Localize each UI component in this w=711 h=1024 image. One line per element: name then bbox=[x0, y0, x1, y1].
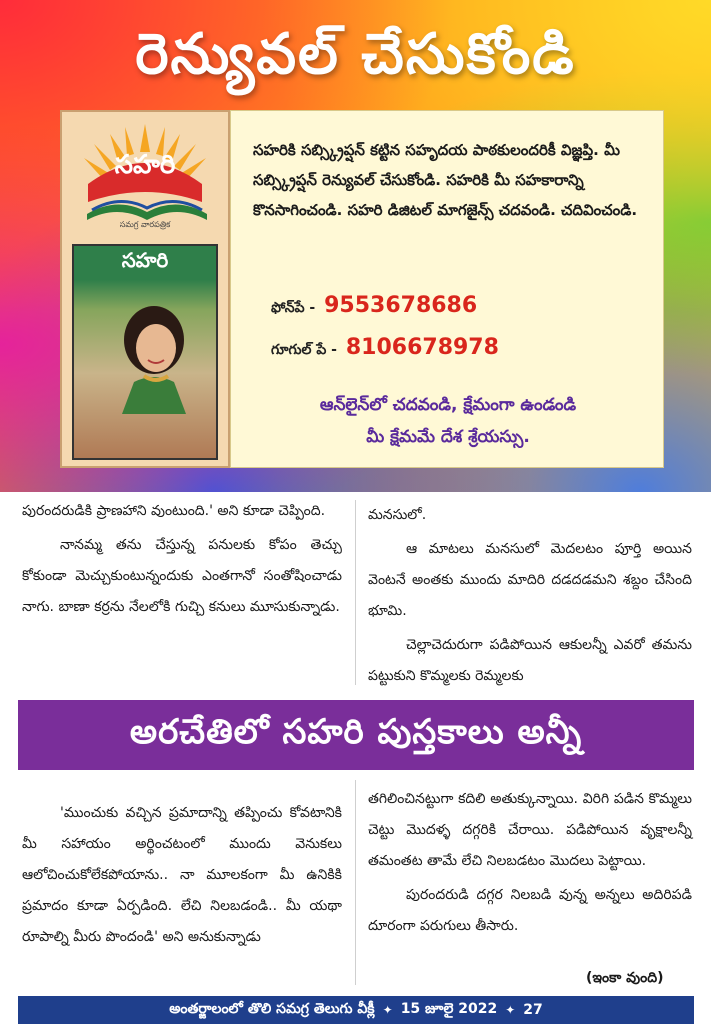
paragraph: నానమ్మ తను చేస్తున్న పనులకు కోపం తెచ్చు కోకుండా మెచ్చుకుంటున్నందుకు ఎంతగానో సంతోషించాడు నాగు. బాణా కర్రను నేలలోకి గుచ్చి కనులు మూసుకున్నాడు. bbox=[22, 537, 342, 615]
page-footer bbox=[18, 996, 694, 1024]
star-separator-icon: ✦ bbox=[505, 1003, 516, 1017]
footer-tagline: అంతర్జాలంలో తొలి సమగ్ర తెలుగు వీక్లీ bbox=[169, 1000, 375, 1017]
renewal-message: సహరికి సబ్స్క్రిప్షన్ కట్టిన సహృదయ పాఠకులందరికీ విజ్ఞప్తి. మీ సబ్స్క్రిప్షన్ రెన్యువల్ చేసుకోండి. సహరికి మీ సహకారాన్ని కొనసాగించండి. సహరి డిజిటల్ మాగజైన్స్ చదవండి. చదివించండి. bbox=[253, 141, 638, 219]
phonepe-label: ఫోన్‌పే - bbox=[271, 300, 316, 316]
lower-right-column bbox=[368, 784, 692, 945]
to-be-continued-label: (ఇంకా వుంది) bbox=[586, 970, 664, 986]
paragraph: మనసులో. bbox=[368, 507, 427, 523]
star-separator-icon: ✦ bbox=[382, 1003, 393, 1017]
sahari-logo-text: సహరి bbox=[114, 150, 176, 180]
gpay-row bbox=[271, 335, 499, 361]
renewal-info-box bbox=[230, 110, 664, 468]
open-book-icon bbox=[82, 194, 212, 222]
paragraph: ఆ మాటలు మనసులో మెదలటం పూర్తి అయిన వెంటనే అంతకు ముందు మాదిరి దడదడమని శబ్దం చేసింది భూమి. bbox=[368, 541, 692, 619]
upper-left-column bbox=[22, 496, 342, 626]
phonepe-row bbox=[271, 293, 477, 319]
lower-left-column bbox=[22, 798, 342, 956]
paragraph: చెల్లాచెదురుగా పడిపోయిన ఆకులన్నీ ఎవరో తమను పట్టుకుని కొమ్మలకు రెమ్మలకు bbox=[368, 637, 692, 684]
banner-title: రెన్యువల్ చేసుకోండి bbox=[135, 22, 576, 87]
footer-date: 15 జూలై 2022 bbox=[400, 1000, 498, 1017]
paragraph: 'ముంచుకు వచ్చిన ప్రమాదాన్ని తప్పించు కోవటానికి మీ సహాయం అర్థించటంలో ముందు వెనుకలు ఆలోచించుకోలేకపోయాను.. నా మూలకంగా మీ ఉనికికి ప్రమాదం కూడా ఏర్పడింది. లేచి నిలబడండి.. మీ యథా రూపాల్ని మీరు పొందండి' అని అనుకున్నాడు bbox=[22, 805, 342, 945]
magazine-cover bbox=[72, 244, 218, 460]
sahari-ad-band bbox=[18, 700, 694, 770]
gpay-label: గూగుల్ పే - bbox=[271, 342, 337, 358]
sahari-tagline: సమగ్ర వారపత్రిక bbox=[119, 220, 171, 229]
closing-line-2: మీ క్షేమమే దేశ శ్రేయస్సు. bbox=[366, 427, 530, 447]
upper-right-column bbox=[368, 500, 692, 695]
renewal-banner bbox=[0, 0, 711, 492]
column-divider bbox=[355, 780, 356, 985]
cover-model-image bbox=[114, 304, 194, 414]
column-divider bbox=[355, 500, 356, 685]
paragraph: పురందరుడి దగ్గర నిలబడి వున్న అన్నలు అదిరిపడి దూరంగా పరుగులు తీసారు. bbox=[368, 887, 692, 934]
closing-message bbox=[231, 389, 665, 453]
page-number: 27 bbox=[523, 1002, 543, 1018]
ad-band-text: అరచేతిలో సహరి పుస్తకాలు అన్నీ bbox=[129, 712, 583, 752]
paragraph: పురందరుడికి ప్రాణహాని వుంటుంది.' అని కూడా చెప్పింది. bbox=[22, 503, 326, 519]
closing-line-1: ఆన్‌లైన్‌లో చదవండి, క్షేమంగా ఉండండి bbox=[319, 395, 577, 415]
sahari-cover-panel bbox=[60, 110, 230, 468]
paragraph: తగిలించినట్టుగా కదిలి అతుక్కున్నాయి. విరిగి పడిన కొమ్మలు చెట్టు మొదళ్ళ దగ్గరికి చేరాయి. పడిపోయిన వృక్షాలన్నీ తమంతట తామే లేచి నిలబడటం మొదలు పెట్టాయి. bbox=[368, 791, 692, 869]
magazine-title: సహరి bbox=[121, 248, 169, 272]
gpay-number[interactable]: 8106678978 bbox=[345, 335, 499, 360]
phonepe-number[interactable]: 9553678686 bbox=[324, 293, 478, 318]
